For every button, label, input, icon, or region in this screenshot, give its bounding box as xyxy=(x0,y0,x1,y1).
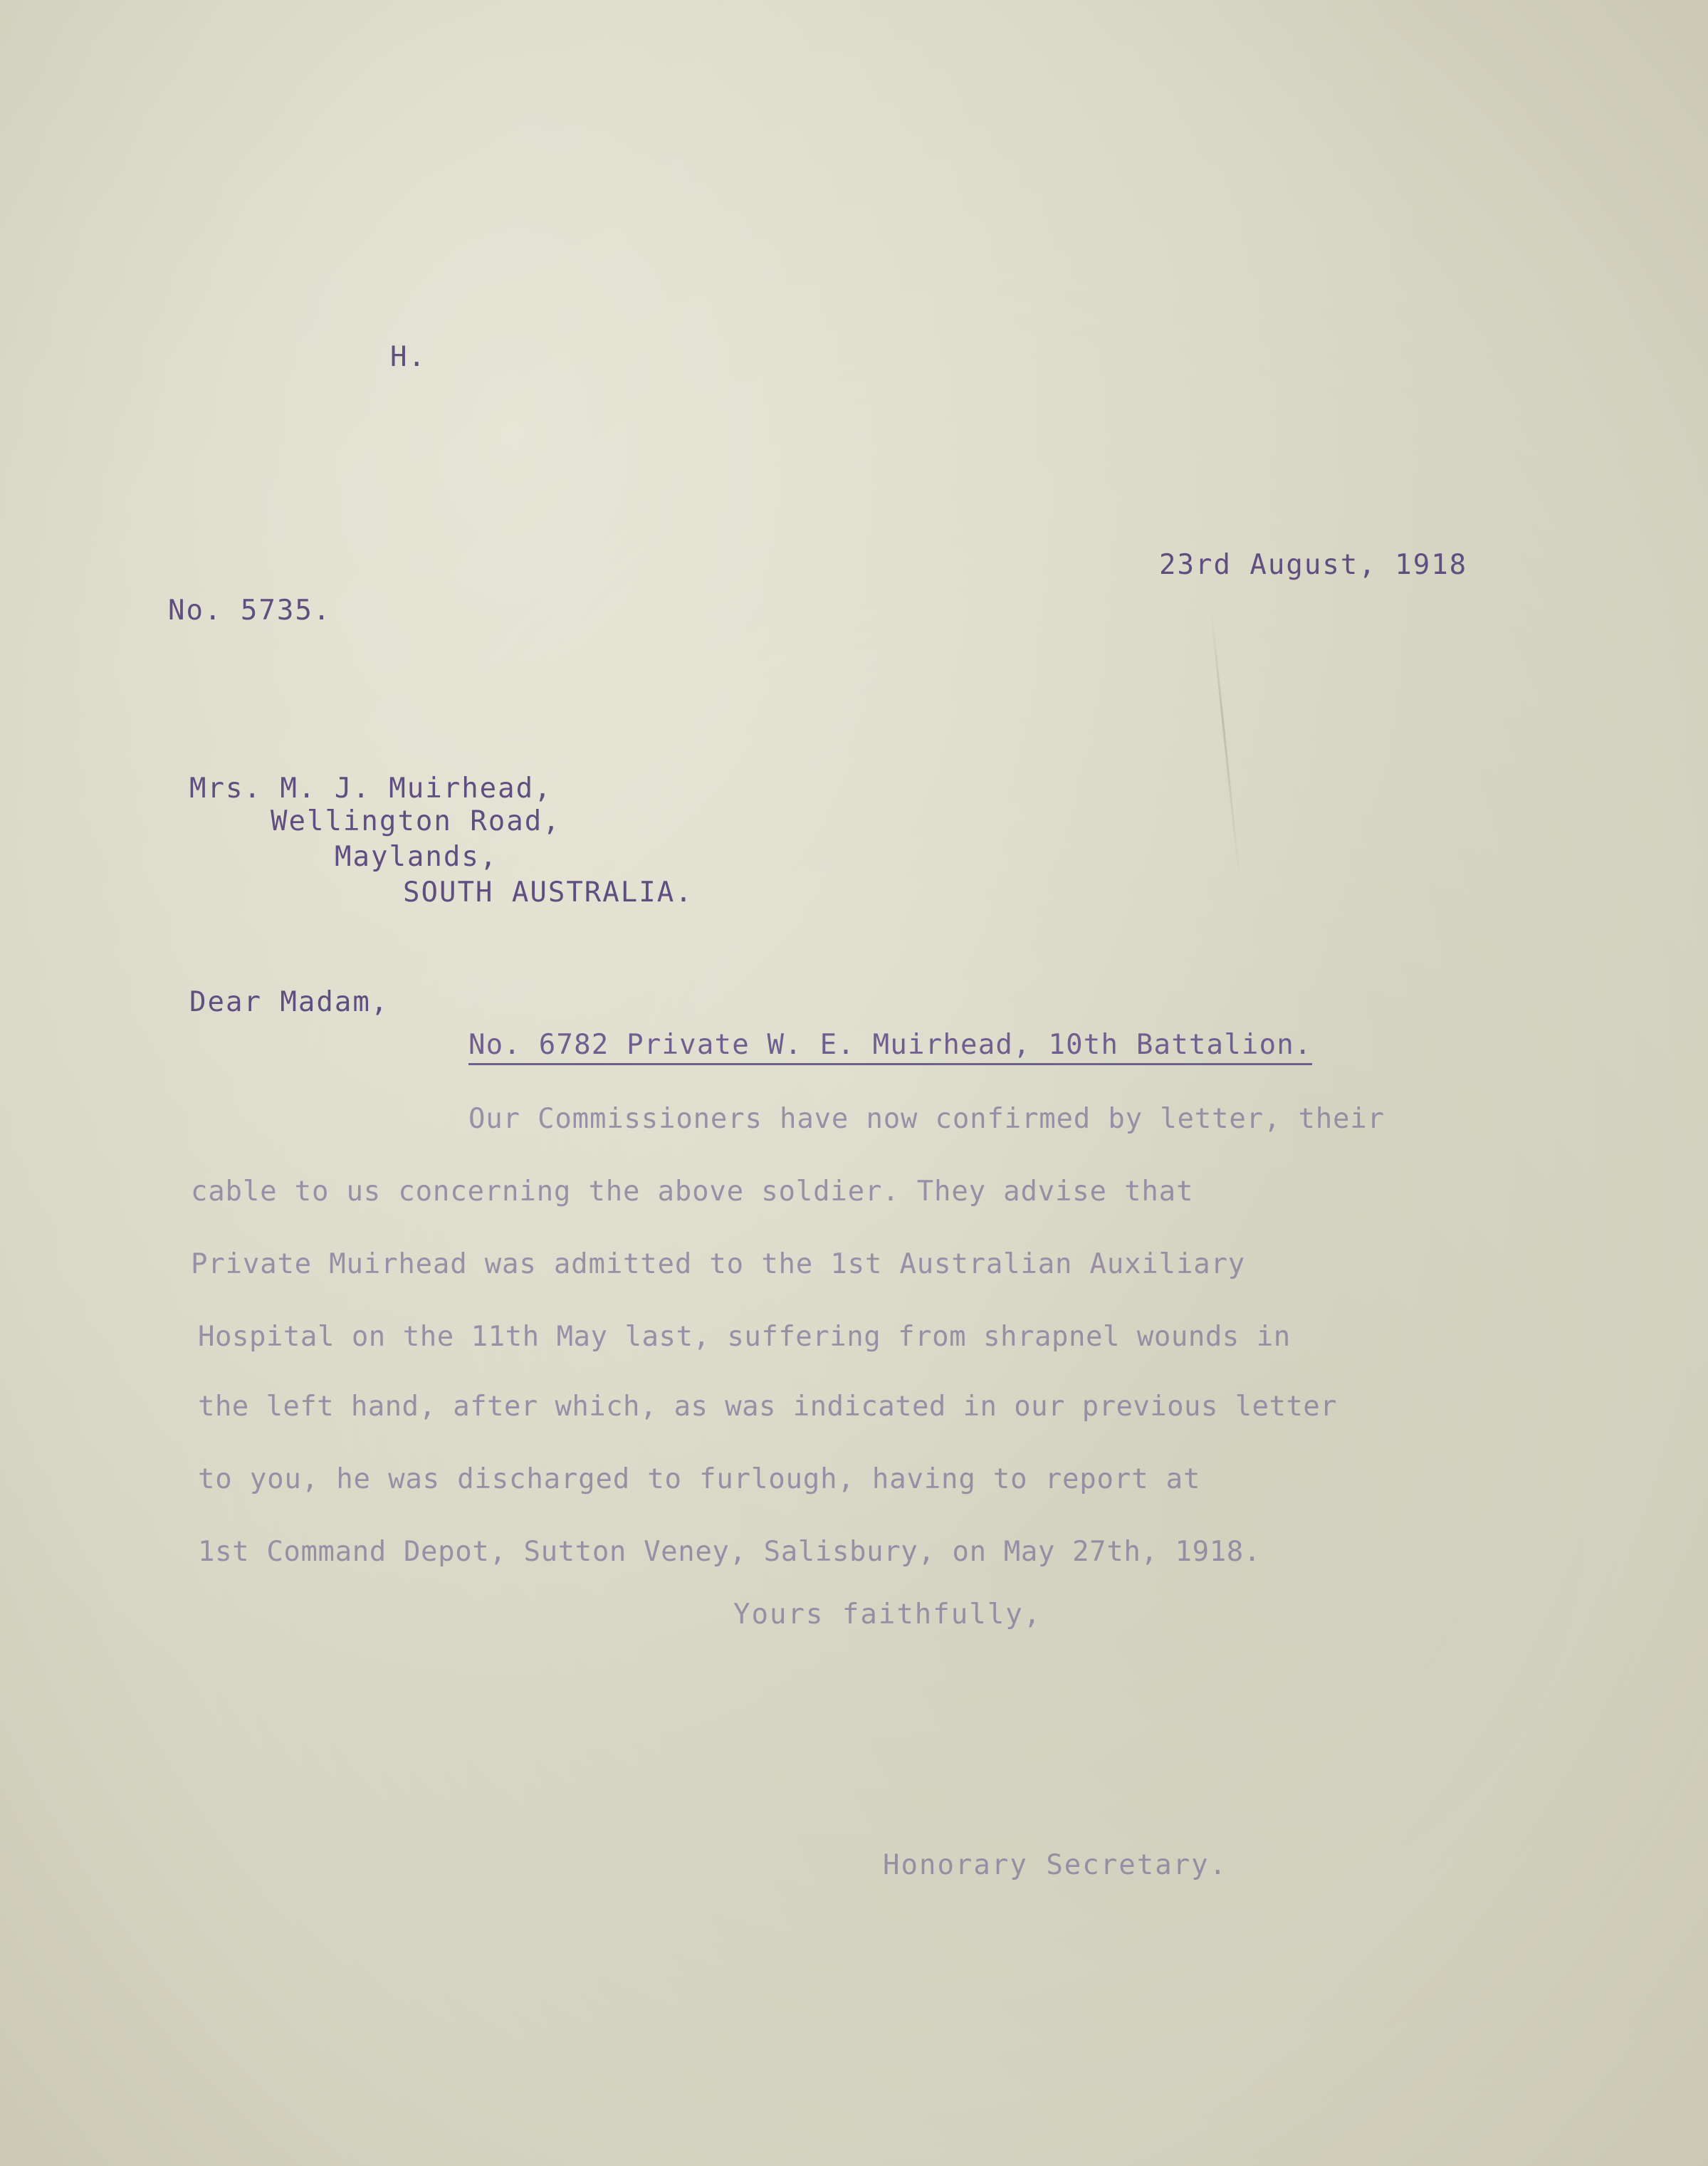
body-line: the left hand, after which, as was indicated in our previous letter xyxy=(198,1391,1337,1423)
reference-number: No. 5735. xyxy=(168,595,332,627)
body-line: cable to us concerning the above soldier. They advise that xyxy=(191,1176,1194,1208)
closing: Yours faithfully, xyxy=(733,1599,1042,1631)
address-line-suburb: Maylands, xyxy=(335,841,498,873)
address-line-state: SOUTH AUSTRALIA. xyxy=(403,877,693,909)
body-line: to you, he was discharged to furlough, having to report at xyxy=(198,1463,1201,1495)
paper-crease xyxy=(1210,613,1241,882)
salutation: Dear Madam, xyxy=(189,986,389,1018)
address-line-street: Wellington Road, xyxy=(271,805,561,837)
body-line: Private Muirhead was admitted to the 1st Australian Auxiliary xyxy=(191,1248,1246,1280)
initial-mark: H. xyxy=(390,341,426,373)
letter-date: 23rd August, 1918 xyxy=(1159,549,1468,581)
signatory-title: Honorary Secretary. xyxy=(883,1849,1228,1881)
body-line: 1st Command Depot, Sutton Veney, Salisbury, on May 27th, 1918. xyxy=(198,1536,1261,1568)
address-line-name: Mrs. M. J. Muirhead, xyxy=(189,773,552,805)
body-line: Our Commissioners have now confirmed by letter, their xyxy=(468,1103,1385,1135)
subject-line: No. 6782 Private W. E. Muirhead, 10th Battalion. xyxy=(468,1031,1312,1065)
body-line: Hospital on the 11th May last, suffering from shrapnel wounds in xyxy=(198,1321,1291,1353)
